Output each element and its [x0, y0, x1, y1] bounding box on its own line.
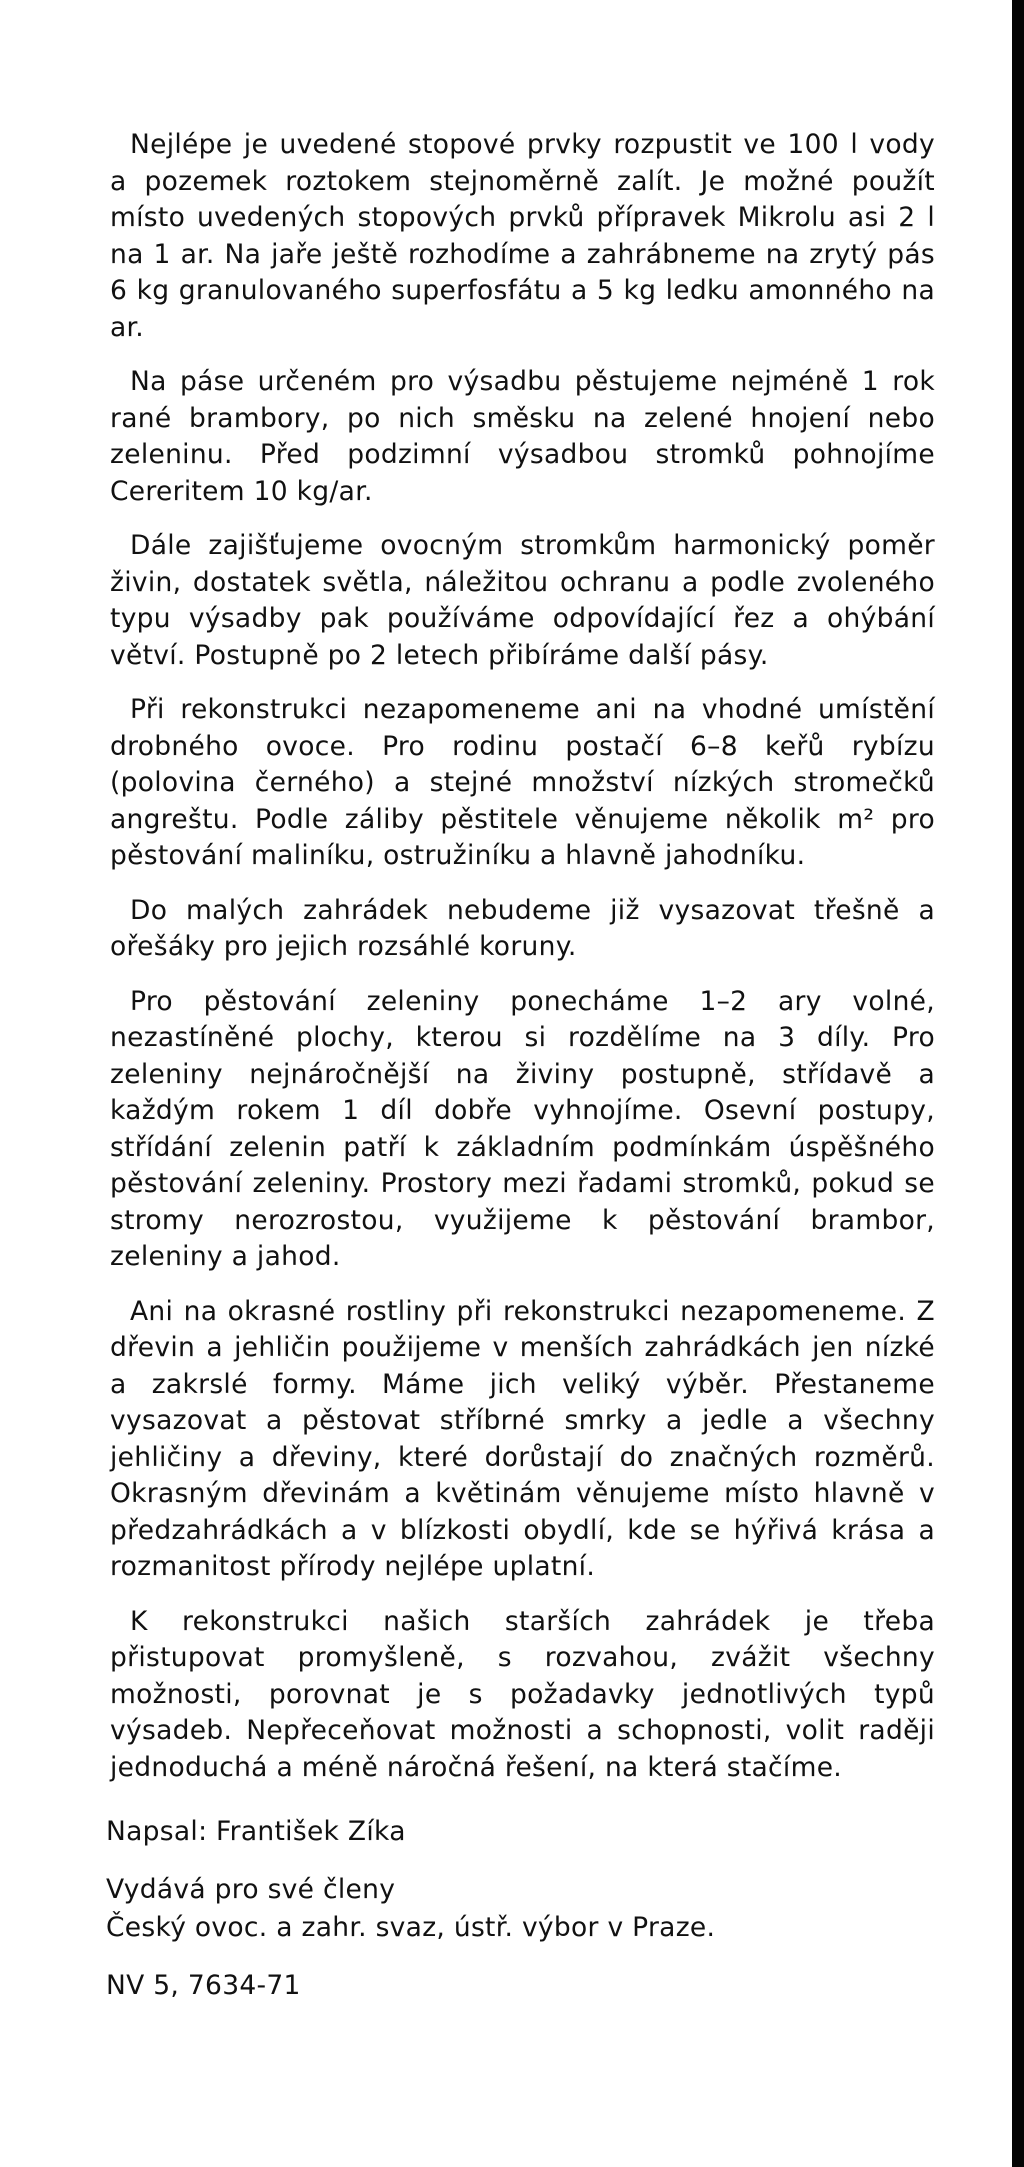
body-text — [110, 127, 935, 1804]
paragraph: Dále zajišťujeme ovocným stromkům harmonický poměr živin, dostatek světla, náležitou ochranu a podle zvoleného typu výsadby pak používáme odpovídající řez a ohýbání větví. Postupně po 2 letech přibíráme další pásy. — [110, 530, 935, 671]
author-line: Napsal: František Zíka — [106, 1816, 406, 1847]
author-block — [106, 1813, 826, 1851]
paragraph: Ani na okrasné rostliny při rekonstrukci nezapomeneme. Z dřevin a jehličin použijeme v menších zahrádkách jen nízké a zakrslé formy. Máme jich veliký výběr. Přestaneme vysazovat a pěstovat stříbrné smrky a jedle a všechny jehličiny a dřeviny, které dorůstají do značných rozměrů. Okrasným dřevinám a květinám věnujeme místo hlavně v předzahrádkách a v blízkosti obydlí, kde se hýřivá krása a rozmanitost přírody nejlépe uplatní. — [110, 1295, 935, 1582]
publisher-line: Vydává pro své členy — [106, 1874, 396, 1905]
imprint — [106, 1813, 826, 2025]
publisher-line: Český ovoc. a zahr. svaz, ústř. výbor v Praze. — [106, 1912, 716, 1943]
paragraph: Na páse určeném pro výsadbu pěstujeme nejméně 1 rok rané brambory, po nich směsku na zelené hnojení nebo zeleninu. Před podzimní výsadbou stromků pohnojíme Cereritem 10 kg/ar. — [110, 366, 935, 507]
paragraph: Pro pěstování zeleniny ponecháme 1–2 ary volné, nezastíněné plochy, kterou si rozdělíme na 3 díly. Pro zeleniny nejnáročnější na živiny postupně, střídavě a každým rokem 1 díl dobře vyhnojíme. Osevní postupy, střídání zelenin patří k základním podmínkám úspěšného pěstování zeleniny. Prostory mezi řadami stromků, pokud se stromy nerozrostou, využijeme k pěstování brambor, zeleniny a jahod. — [110, 985, 935, 1272]
print-code: NV 5, 7634-71 — [106, 1970, 301, 2001]
page-edge-shadow — [1012, 0, 1024, 2167]
paragraph: Nejlépe je uvedené stopové prvky rozpustit ve 100 l vody a pozemek roztokem stejnoměrně zalít. Je možné použít místo uvedených stopových prvků přípravek Mikrolu asi 2 l na 1 ar. Na jaře ještě rozhodíme a zahrábneme na zrytý pás 6 kg granulovaného superfosfátu a 5 kg ledku amonného na ar. — [110, 129, 935, 343]
paragraph: K rekonstrukci našich starších zahrádek je třeba přistupovat promyšleně, s rozvahou, zvážit všechny možnosti, porovnat je s požadavky jednotlivých typů výsadeb. Nepřeceňovat možnosti a schopnosti, volit raději jednoduchá a méně náročná řešení, na která stačíme. — [110, 1605, 935, 1783]
publisher-block — [106, 1871, 826, 1947]
print-code-block — [106, 1967, 826, 2005]
paragraph: Do malých zahrádek nebudeme již vysazovat třešně a ořešáky pro jejich rozsáhlé koruny. — [110, 894, 935, 962]
paragraph: Při rekonstrukci nezapomeneme ani na vhodné umístění drobného ovoce. Pro rodinu postačí 6–8 keřů rybízu (polovina černého) a stejné množství nízkých stromečků angreštu. Podle záliby pěstitele věnujeme několik m² pro pěstování maliníku, ostružiníku a hlavně jahodníku. — [110, 694, 935, 871]
